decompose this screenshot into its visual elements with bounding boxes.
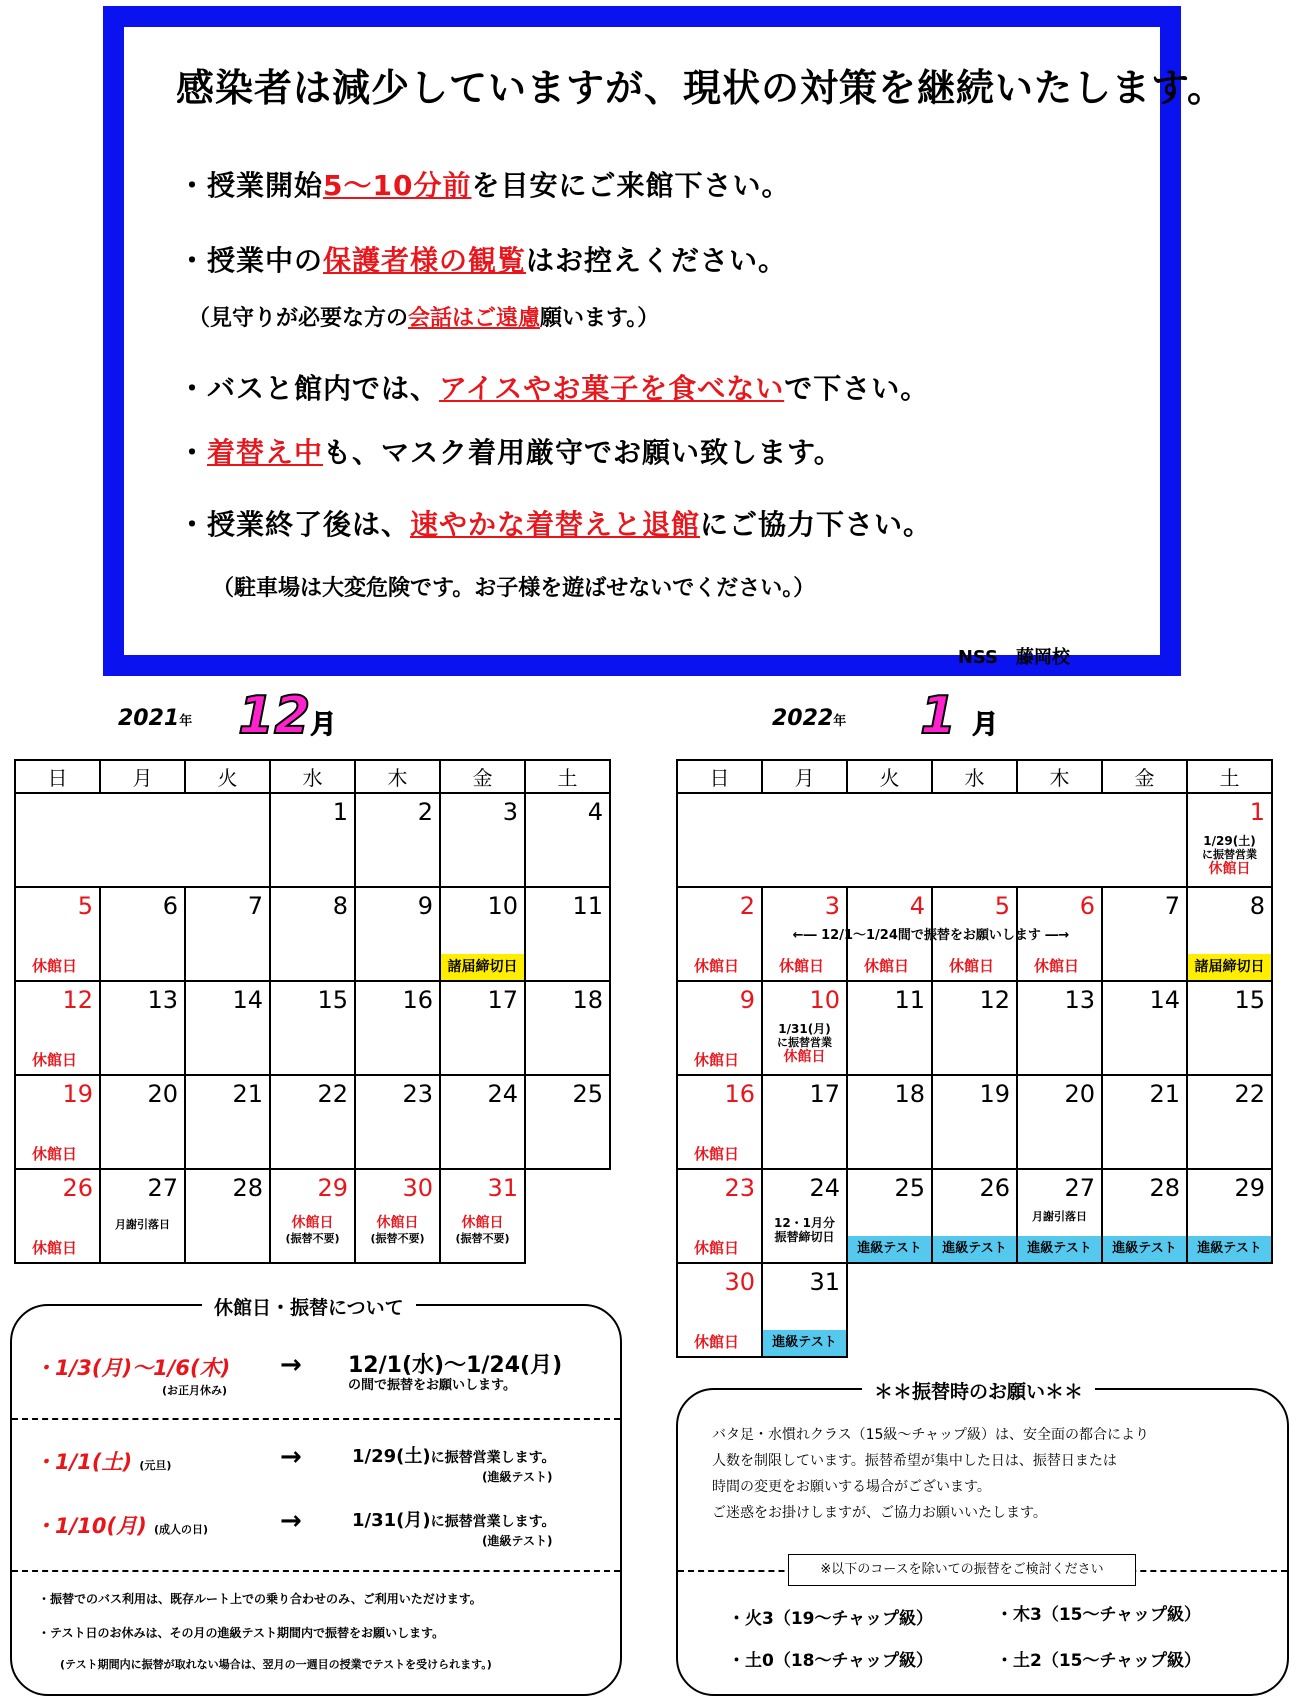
notice-title: 感染者は減少していますが、現状の対策を継続いたします。 (176, 66, 1226, 110)
holiday-row-1-note: (お正月休み) (162, 1384, 228, 1397)
day-cell (932, 1169, 1017, 1263)
day-cell (440, 981, 525, 1075)
holiday-row-3-right: 1/31(月)に振替営業します。 (352, 1510, 556, 1531)
day-number: 21 (1149, 1080, 1180, 1108)
test-label: 進級テスト (763, 1330, 846, 1356)
request-box-title: ＊＊振替時のお願い＊＊ (862, 1377, 1095, 1404)
arrow-icon: → (280, 1350, 302, 1380)
day-number: 15 (317, 986, 348, 1014)
day-number: 6 (162, 892, 178, 920)
weekday-row (677, 760, 1272, 793)
day-cell (1187, 793, 1272, 887)
dec-year: 2021 (118, 706, 180, 731)
day-cell (677, 1263, 762, 1357)
day-number: 27 (1064, 1174, 1095, 1202)
weekday-sat: 土 (525, 760, 610, 793)
day-cell (15, 887, 100, 981)
day-number: 28 (232, 1174, 263, 1202)
dec-month: 12 (238, 686, 311, 746)
jan-month-unit: 月 (972, 710, 999, 740)
day-number: 27 (147, 1174, 178, 1202)
day-cell (1187, 887, 1272, 981)
closed-label: 休館日 (694, 1145, 740, 1163)
day-cell (1017, 1169, 1102, 1263)
closed-label: 休館日 (376, 1215, 419, 1231)
test-label: 進級テスト (1018, 1236, 1101, 1262)
weekday-row (15, 760, 610, 793)
day-number: 28 (1149, 1174, 1180, 1202)
makeup-note: に振替営業 (777, 1036, 832, 1049)
day-cell (932, 1075, 1017, 1169)
day-number: 21 (232, 1080, 263, 1108)
weekday-thu: 木 (1017, 760, 1102, 793)
day-number: 19 (62, 1080, 93, 1108)
divider (12, 1418, 620, 1420)
day-cell (440, 1169, 525, 1263)
day-cell (440, 1075, 525, 1169)
test-label: 進級テスト (1103, 1236, 1186, 1262)
day-number: 24 (809, 1174, 840, 1202)
day-number: 19 (979, 1080, 1010, 1108)
closed-label: 休館日 (1034, 957, 1080, 975)
makeup-date: 1/29(土) (1203, 834, 1256, 848)
day-number: 22 (1234, 1080, 1265, 1108)
day-cell (355, 793, 440, 887)
blank-cell (1102, 1263, 1187, 1357)
day-number: 4 (587, 798, 603, 826)
holiday-box-title: 休館日・振替について (202, 1293, 416, 1320)
jan-year: 2022 (772, 706, 834, 731)
weekday-sat: 土 (1187, 760, 1272, 793)
day-cell (100, 1075, 185, 1169)
holiday-note-1: ・振替でのバス利用は、既存ルート上での乗り合わせのみ、ご利用いただけます。 (38, 1592, 482, 1606)
course-item: ・土2（15～チャップ級） (996, 1651, 1201, 1671)
holiday-row-1-right: 12/1(水)～1/24(月) (348, 1353, 563, 1378)
test-label: 進級テスト (933, 1236, 1016, 1262)
day-number: 13 (1064, 986, 1095, 1014)
closed-label: 休館日 (694, 957, 740, 975)
makeup-deadline-b: 振替締切日 (774, 1230, 835, 1244)
request-paragraph-4: ご迷惑をお掛けしますが、ご協力お願いいたします。 (712, 1505, 1047, 1521)
day-number: 6 (1079, 892, 1095, 920)
makeup-request-box (676, 1381, 1289, 1696)
day-cell (677, 981, 762, 1075)
day-cell (1102, 887, 1187, 981)
day-cell (185, 1169, 270, 1263)
day-cell (525, 1075, 610, 1169)
day-number: 31 (487, 1174, 518, 1202)
day-cell (185, 887, 270, 981)
notice-line-4: ・バスと館内では、アイスやお菓子を食べないで下さい。 (178, 372, 930, 405)
day-cell (355, 1169, 440, 1263)
request-paragraph-2: 人数を制限しています。振替希望が集中した日は、振替日または (712, 1453, 1117, 1469)
day-number: 10 (487, 892, 518, 920)
closed-label: 休館日 (779, 957, 825, 975)
day-number: 11 (894, 986, 925, 1014)
day-cell (847, 1075, 932, 1169)
day-cell (100, 887, 185, 981)
weekday-sun: 日 (677, 760, 762, 793)
day-cell (355, 1075, 440, 1169)
closed-label: 休館日 (32, 1051, 78, 1069)
day-cell (270, 1169, 355, 1263)
day-number: 8 (1249, 892, 1265, 920)
day-cell (185, 1075, 270, 1169)
weekday-tue: 火 (847, 760, 932, 793)
deadline-label: 諸届締切日 (1188, 954, 1271, 980)
jan-header (772, 706, 846, 731)
course-item: ・火3（19～チャップ級） (728, 1609, 933, 1629)
blank-cell (932, 1263, 1017, 1357)
holiday-row-1-right2: の間で振替をお願いします。 (348, 1378, 516, 1393)
day-cell (15, 981, 100, 1075)
dec-month-unit: 月 (310, 710, 337, 740)
notice-line-2: ・授業中の保護者様の観覧はお控えください。 (178, 244, 788, 277)
day-cell (762, 1263, 847, 1357)
day-number: 29 (1234, 1174, 1265, 1202)
day-number: 4 (909, 892, 925, 920)
fee-day-label: 月謝引落日 (1032, 1210, 1087, 1223)
day-cell (1102, 981, 1187, 1075)
course-item: ・土0（18～チャップ級） (728, 1651, 933, 1671)
holiday-row-1-left: ・1/3(月)～1/6(木) (34, 1356, 231, 1380)
no-makeup-label: (振替不要) (370, 1232, 425, 1245)
test-label: 進級テスト (848, 1236, 931, 1262)
day-number: 17 (487, 986, 518, 1014)
course-item: ・木3（15～チャップ級） (996, 1605, 1201, 1625)
weekday-mon: 月 (100, 760, 185, 793)
closed-label: 休館日 (783, 1049, 826, 1065)
day-number: 9 (739, 986, 755, 1014)
day-cell (1017, 1075, 1102, 1169)
day-cell (100, 981, 185, 1075)
blank-cell (1187, 1263, 1272, 1357)
day-cell (677, 887, 762, 981)
day-number: 9 (417, 892, 433, 920)
makeup-period-note: 12/1～1/24間で振替をお願いします (821, 928, 1041, 943)
day-number: 15 (1234, 986, 1265, 1014)
holiday-note-3: (テスト期間内に振替が取れない場合は、翌月の一週目の授業でテストを受けられます。) (60, 1658, 492, 1671)
day-number: 23 (724, 1174, 755, 1202)
holiday-row-3-left: ・1/10(月) (成人の日) (34, 1514, 209, 1538)
fee-day-label: 月謝引落日 (115, 1218, 170, 1231)
no-makeup-label: (振替不要) (285, 1232, 340, 1245)
holiday-note-2: ・テスト日のお休みは、その月の進級テスト期間内で振替をお願いします。 (38, 1626, 445, 1640)
holiday-row-2-right: 1/29(土)に振替営業します。 (352, 1446, 556, 1467)
weekday-mon: 月 (762, 760, 847, 793)
arrow-icon: → (280, 1506, 302, 1536)
closed-label: 休館日 (461, 1215, 504, 1231)
closed-label: 休館日 (694, 1239, 740, 1257)
day-cell (355, 887, 440, 981)
day-cell (1187, 1075, 1272, 1169)
day-number: 2 (739, 892, 755, 920)
dec-year-unit: 年 (179, 714, 193, 729)
dec-header (118, 706, 192, 731)
closed-label: 休館日 (694, 1333, 740, 1351)
day-number: 16 (402, 986, 433, 1014)
december-calendar (14, 759, 611, 1264)
day-number: 13 (147, 986, 178, 1014)
day-cell (15, 1075, 100, 1169)
day-cell (525, 981, 610, 1075)
day-cell (440, 793, 525, 887)
arrow-right-icon: ―→ (1045, 928, 1070, 943)
jan-month: 1 (920, 686, 957, 746)
holiday-row-3-right2: (進級テスト) (482, 1534, 553, 1548)
day-number: 30 (402, 1174, 433, 1202)
day-cell (100, 1169, 185, 1263)
day-number: 25 (572, 1080, 603, 1108)
closed-label: 休館日 (32, 957, 78, 975)
day-cell (762, 981, 847, 1075)
exception-label: ※以下のコースを除いての振替をご検討ください (788, 1554, 1136, 1586)
day-cell (270, 887, 355, 981)
day-number: 20 (1064, 1080, 1095, 1108)
notice-line-7: （駐車場は大変危険です。お子様を遊ばせないでください。） (212, 576, 816, 601)
day-number: 23 (402, 1080, 433, 1108)
day-number: 17 (809, 1080, 840, 1108)
closed-label: 休館日 (694, 1051, 740, 1069)
divider (12, 1570, 620, 1572)
request-paragraph-1: バタ足・水慣れクラス（15級～チャップ級）は、安全面の都合により (712, 1427, 1149, 1443)
day-number: 5 (77, 892, 93, 920)
school-signature: NSS 藤岡校 (957, 647, 1070, 668)
day-number: 2 (417, 798, 433, 826)
weekday-fri: 金 (1102, 760, 1187, 793)
weekday-fri: 金 (440, 760, 525, 793)
notice-panel (103, 6, 1226, 676)
makeup-note: に振替営業 (1202, 848, 1257, 861)
day-cell (270, 1075, 355, 1169)
day-number: 12 (62, 986, 93, 1014)
holiday-info-box (10, 1297, 622, 1696)
weekday-tue: 火 (185, 760, 270, 793)
day-cell (1187, 981, 1272, 1075)
day-cell (270, 793, 355, 887)
day-cell (677, 1075, 762, 1169)
notice-line-3: （見守りが必要な方の会話はご遠慮願います。） (188, 306, 660, 331)
makeup-period-arrow (763, 924, 1099, 943)
no-makeup-label: (振替不要) (455, 1232, 510, 1245)
day-cell (1017, 981, 1102, 1075)
day-number: 11 (572, 892, 603, 920)
day-number: 16 (724, 1080, 755, 1108)
day-cell (1187, 1169, 1272, 1263)
closed-label: 休館日 (949, 957, 995, 975)
makeup-deadline-a: 12・1月分 (773, 1216, 836, 1230)
day-cell (15, 1169, 100, 1263)
day-number: 18 (894, 1080, 925, 1108)
notice-line-6: ・授業終了後は、速やかな着替えと退館にご協力下さい。 (178, 508, 933, 541)
day-number: 5 (994, 892, 1010, 920)
weekday-wed: 水 (270, 760, 355, 793)
blank-cell (847, 1263, 932, 1357)
closed-label: 休館日 (32, 1145, 78, 1163)
day-number: 1 (1249, 798, 1265, 826)
jan-month-header (920, 686, 998, 746)
day-number: 10 (809, 986, 840, 1014)
day-cell (1102, 1075, 1187, 1169)
blank-cell (1017, 1263, 1102, 1357)
day-cell (677, 1169, 762, 1263)
day-number: 29 (317, 1174, 348, 1202)
weekday-wed: 水 (932, 760, 1017, 793)
day-number: 12 (979, 986, 1010, 1014)
day-cell (440, 887, 525, 981)
day-number: 18 (572, 986, 603, 1014)
day-cell (847, 981, 932, 1075)
day-cell (525, 887, 610, 981)
day-cell (185, 981, 270, 1075)
day-cell (762, 1169, 847, 1263)
closed-label: 休館日 (32, 1239, 78, 1257)
blank-cell (15, 793, 270, 887)
closed-label: 休館日 (291, 1215, 334, 1231)
day-cell (762, 1075, 847, 1169)
day-number: 22 (317, 1080, 348, 1108)
makeup-date: 1/31(月) (778, 1022, 831, 1036)
blank-cell (525, 1169, 610, 1263)
dec-month-header (238, 686, 336, 746)
january-calendar (676, 759, 1273, 1358)
holiday-row-2-right2: (進級テスト) (482, 1470, 553, 1484)
day-number: 14 (1149, 986, 1180, 1014)
arrow-left-icon: ←― (792, 928, 817, 943)
arrow-icon: → (280, 1442, 302, 1472)
day-number: 3 (502, 798, 518, 826)
day-number: 20 (147, 1080, 178, 1108)
day-number: 26 (979, 1174, 1010, 1202)
day-cell (847, 1169, 932, 1263)
day-number: 24 (487, 1080, 518, 1108)
closed-label: 休館日 (864, 957, 910, 975)
test-label: 進級テスト (1188, 1236, 1271, 1262)
day-number: 7 (1164, 892, 1180, 920)
holiday-row-2-left: ・1/1(土) (元旦) (34, 1450, 172, 1474)
day-number: 8 (332, 892, 348, 920)
day-number: 26 (62, 1174, 93, 1202)
notice-line-5: ・着替え中も、マスク着用厳守でお願い致します。 (178, 436, 843, 469)
day-cell (270, 981, 355, 1075)
day-cell (1102, 1169, 1187, 1263)
day-number: 3 (824, 892, 840, 920)
day-number: 7 (247, 892, 263, 920)
closed-label: 休館日 (1208, 861, 1251, 877)
day-number: 30 (724, 1268, 755, 1296)
day-cell (525, 793, 610, 887)
weekday-thu: 木 (355, 760, 440, 793)
day-cell (355, 981, 440, 1075)
jan-year-unit: 年 (833, 714, 847, 729)
notice-line-1: ・授業開始5～10分前を目安にご来館下さい。 (178, 169, 791, 202)
day-number: 1 (332, 798, 348, 826)
blank-cell (677, 793, 1187, 887)
weekday-sun: 日 (15, 760, 100, 793)
request-paragraph-3: 時間の変更をお願いする場合がございます。 (712, 1479, 991, 1495)
deadline-label: 諸届締切日 (441, 954, 524, 980)
day-number: 25 (894, 1174, 925, 1202)
day-number: 31 (809, 1268, 840, 1296)
day-number: 14 (232, 986, 263, 1014)
day-cell (932, 981, 1017, 1075)
